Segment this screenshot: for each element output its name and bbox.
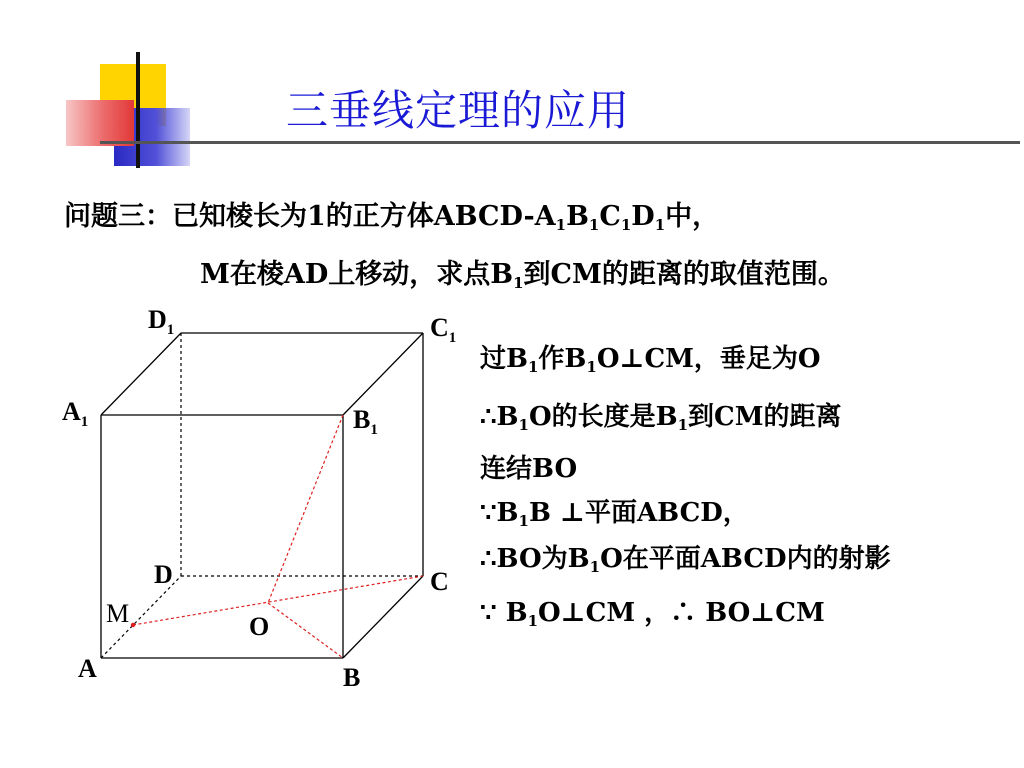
edge-b1-c1 xyxy=(343,333,423,415)
edge-a1-d1 xyxy=(101,333,181,415)
solution-line-2: $\therefore B_1O$的长度是$B_1$到CM的距离 xyxy=(480,402,842,434)
solution-line-5: ∴BO为$B_1O$在平面ABCD内的射影 xyxy=(480,544,891,576)
label-m: M xyxy=(106,599,130,628)
solution-line-6: ∵ $B_1O\perp CM$ ，∴ BO⊥CM xyxy=(480,598,825,630)
problem-line-1: 问题三：已知棱长为1的正方体ABCD-$A_1B_1C_1D_1$中， xyxy=(64,201,720,234)
label-d: D xyxy=(154,560,173,589)
label-c: C xyxy=(430,567,449,596)
page-title: 三垂线定理的应用 xyxy=(286,86,631,135)
segment-o-b xyxy=(268,603,343,658)
label-d1: $D_1$ xyxy=(148,305,175,338)
label-o: O xyxy=(249,612,270,641)
segment-b1-o xyxy=(268,415,343,603)
solution-line-1: 过$B_1$作$B_1O\perp CM$，垂足为O xyxy=(480,344,821,376)
label-b1: $B_1$ xyxy=(353,405,378,438)
label-a: A xyxy=(78,654,97,683)
edge-b-c xyxy=(343,576,423,658)
label-a1: $A_1$ xyxy=(62,397,89,430)
label-b: B xyxy=(343,663,361,692)
point-m xyxy=(131,623,135,627)
solution-line-3: 连结BO xyxy=(480,454,578,484)
segment-m-c xyxy=(133,576,423,625)
solution-line-4: $\because B_1B$ ⊥平面ABCD， xyxy=(480,498,749,530)
label-c1: $C_1$ xyxy=(430,313,457,346)
problem-line-2: M在棱AD上移动，求点$B_1$到CM的距离的取值范围。 xyxy=(200,259,845,292)
